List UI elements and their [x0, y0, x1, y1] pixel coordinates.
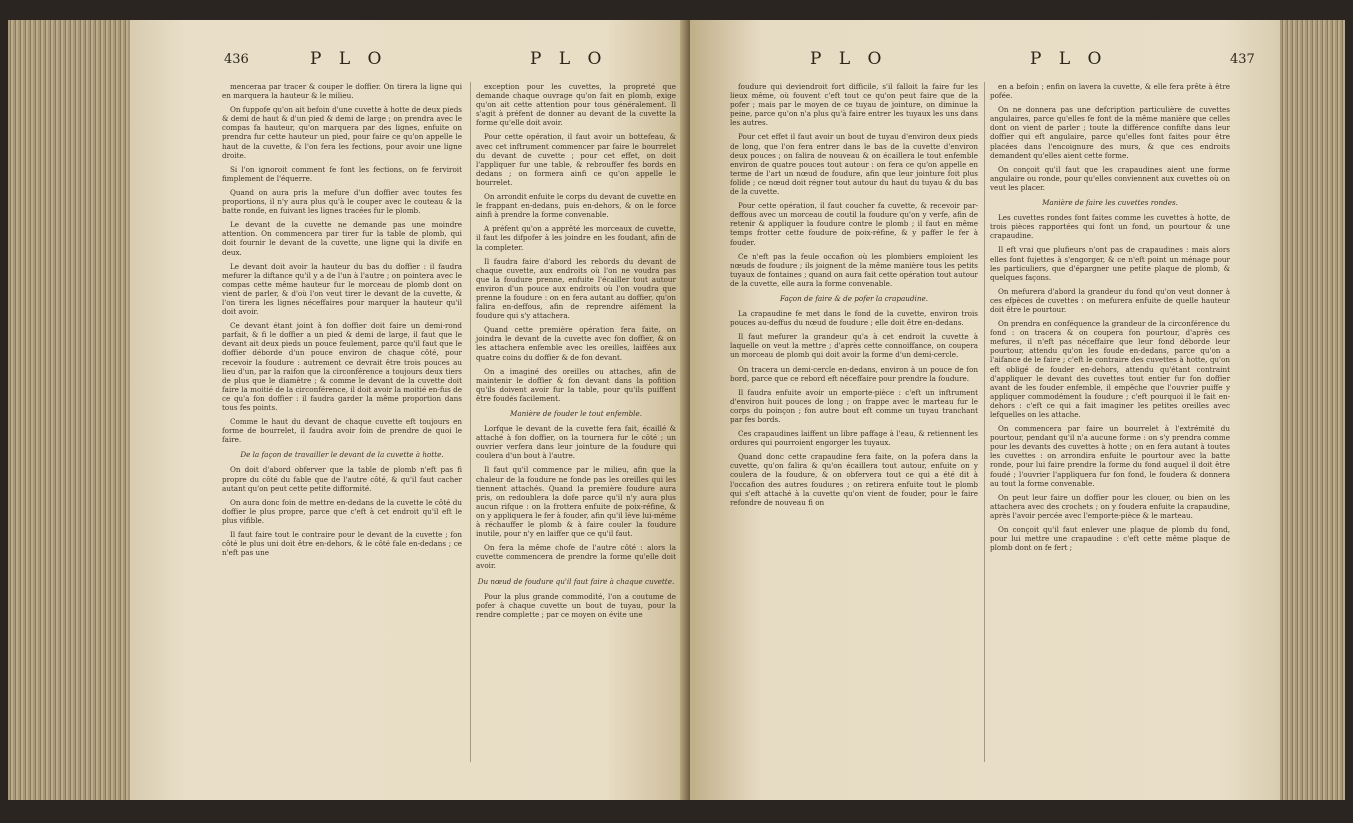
paragraph: Quand cette première opération fera faite, on joindra le devant de la cuvette avec fon doffier, & on les attachera enfemble avec les oreilles, laiffées aux quatre coins du doffier & de fon devant.	[476, 325, 676, 362]
paragraph: A préfent qu'on a apprêté les morceaux de cuvette, il faut les difpofer à les joindre en les foudant, afin de la completer.	[476, 224, 676, 252]
paragraph: On ne donnera pas une defcription particulière de cuvettes angulaires, parce qu'elles fe font de la même manière que celles dont on vient de parler ; toute la différence confifte dans leur doffier qui eft angulaire, parce qu'elles font faites pour être placées dans l'encoignure des murs, & que ces endroits demandent qu'elles aient cette forme.	[990, 105, 1230, 160]
paragraph: Lorfque le devant de la cuvette fera fait, écaillé & attaché à fon doffier, on la tournera fur le côté ; un ouvrier verfera dans leur jointure de la foudure qui coulera d'un bout à l'autre.	[476, 424, 676, 461]
paragraph: On commencera par faire un bourrelet à l'extrémité du pourtour, pendant qu'il n'a aucune forme : on s'y prendra comme pour les devants des cuvettes à hotte ; on en fera autant à toutes les cuvettes : on arrondira enfuite le pourtour avec la batte ronde, pour lui faire prendre la forme du fond auquel il doit être foudé ; l'ouvrier l'appliquera fur fon fond, le foudera & donnera au tout la forme convenable.	[990, 424, 1230, 488]
paragraph: Quand donc cette crapaudine fera faite, on la pofera dans la cuvette, qu'on falira & qu'on écaillera tout autour, enfuite on y coulera de la foudure, & on obfervera tout ce qui a été dit à l'occafion des autres foudures ; on retirera enfuite tout le plomb qui s'eft attaché à la cuvette qu'on vient de fouder, pour le faire refondre de nouveau fi on	[730, 452, 978, 507]
paragraph: On conçoit qu'il faut que les crapaudines aient une forme angulaire ou ronde, pour qu'elles conviennent aux cuvettes où on veut les placer.	[990, 164, 1230, 192]
right-column-2	[990, 82, 1230, 557]
paragraph: On fera la même chofe de l'autre côté : alors la cuvette commencera de prendre la forme qu'elle doit avoir.	[476, 543, 676, 571]
paragraph: Il faudra faire d'abord les rebords du devant de chaque cuvette, aux endroits où l'on ne voudra pas que la foudure prenne, enfuite l'écailler tout autour environ d'un pouce aux endroits où l'on voudra que prenne la foudure : on en fera autant au doffier, qu'on falira en-deffous, afin de reprendre aifément la foudure qui s'y attachera.	[476, 256, 676, 321]
paragraph: Pour cette opération, il faut avoir un bottefeau, & avec cet inftrument commencer par faire le bourrelet du devant de cuvette ; pour cet effet, on doit l'appliquer fur une table, & rebrouffer fes bords en dedans ; on formera ainfi ce qu'on appelle le bourrelet.	[476, 132, 676, 187]
left-page-header	[130, 49, 690, 82]
paragraph: en a befoin ; enfin on lavera la cuvette, & elle fera prête à être pofée.	[990, 82, 1230, 101]
paragraph: Il faut qu'il commence par le milieu, afin que la chaleur de la foudure ne fonde pas les oreilles qui les tiennent attachés. Quand la première foudure aura pris, on redoublera la dofe parce qu'il n'y aura plus aucun rifque : on la frottera enfuite de poix-réfine, & on y appliquera le fer à fouder, afin qu'il lève lui-même à réchauffer le plomb & à faire couler la foudure inutile, pour n'y en laiffer que ce qu'il faut.	[476, 465, 676, 539]
section-heading: Façon de faire & de pofer la crapaudine.	[780, 293, 928, 303]
paragraph: La crapaudine fe met dans le fond de la cuvette, environ trois pouces au-deffus du nœud de foudure ; elle doit être en-dedans.	[730, 309, 978, 328]
section-heading: De la façon de travailler le devant de la cuvette à hotte.	[240, 450, 444, 460]
paragraph: Les cuvettes rondes font faites comme les cuvettes à hotte, de trois pièces rapportées qui font un fond, un pourtour & une crapaudine.	[990, 213, 1230, 241]
section-heading: Du nœud de foudure qu'il faut faire à chaque cuvette.	[477, 576, 675, 586]
left-column-2	[476, 82, 676, 624]
paragraph: Il eft vrai que plufieurs n'ont pas de crapaudines : mais alors elles font fujettes à s'engorger, & ce n'eft point un ménage pour les particuliers, que d'épargner une petite plaque de plomb, & quelques façons.	[990, 245, 1230, 282]
paragraph: Ce devant étant joint à fon doffier doit faire un demi-rond parfait, & fi le doffier a un pied & demi de large, il faut que le devant ait deux pieds un pouce feulement, parce qu'il faut que le doffier déborde d'un pouce environ de chaque côté, pour recevoir la foudure : autrement ce devrait être trois pouces au lieu d'un, par la raifon que la circonférence a toujours deux tiers de plus que le diamètre ; & comme le devant de la cuvette doit faire la moitié de la circonférence, il doit avoir la moitié en-fus de ce qu'a fon doffier : il faudra garder la même proportion dans tous fes points.	[222, 321, 462, 412]
paragraph: On fuppofe qu'on ait befoin d'une cuvette à hotte de deux pieds & demi de haut & d'un pied & demi de large ; on prendra avec le compas fa hauteur, qu'on marquera par des lignes, enfuite on prendra fur cette hauteur un pied, pour faire ce qu'on appelle le haut de la cuvette, & l'on fera les fections, pour avoir une ligne droite.	[222, 105, 462, 160]
paragraph: Si l'on ignoroit comment fe font les fections, on fe ferviroit fimplement de l'équerre.	[222, 164, 462, 183]
paragraph: foudure qui deviendroit fort difficile, s'il falloit la faire fur les lieux même, où fouvent c'eft tout ce qu'on peut faire que de la pofer ; mais par le moyen de ce tuyau de jointure, on diminue la peine, parce qu'on n'a plus qu'à faire entrer les tuyaux les uns dans les autres.	[730, 82, 978, 128]
right-column-1	[730, 82, 978, 512]
left-page	[130, 20, 690, 800]
running-head: P L O	[310, 49, 388, 69]
paragraph: Ces crapaudines laiffent un libre paffage à l'eau, & retiennent les ordures qui pourroient engorger les tuyaux.	[730, 429, 978, 448]
paragraph: Il faut mefurer la grandeur qu'a à cet endroit la cuvette à laquelle on veut la mettre ; d'après cette connoiffance, on coupera un morceau de plomb qui doit avoir la forme d'un demi-cercle.	[730, 332, 978, 360]
right-page	[690, 20, 1280, 800]
page-number: 436	[224, 52, 249, 67]
paragraph: Ce n'eft pas la feule occafion où les plombiers emploient les nœuds de foudure ; ils joignent de la même manière tous les petits tuyaux de fontaines ; quand on aura fait cette opération tout autour de la cuvette, elle aura la forme convenable.	[730, 251, 978, 288]
page-number: 437	[1230, 52, 1255, 67]
paragraph: Le devant de la cuvette ne demande pas une moindre attention. On commencera par tirer fur la table de plomb, qui doit fournir le devant de la cuvette, une ligne qui la divife en deux.	[222, 220, 462, 257]
column-divider	[470, 82, 471, 762]
right-page-header	[690, 49, 1280, 82]
paragraph: Pour cette opération, il faut coucher fa cuvette, & recevoir par-deffous avec un morceau de coutil la foudure qu'on y verfe, afin de retenir & appliquer la foudure contre le plomb ; il faut en même temps frotter cette foudure de poix-réfine, & y paffer le fer à fouder.	[730, 201, 978, 247]
paragraph: Pour cet effet il faut avoir un bout de tuyau d'environ deux pieds de long, que l'on fera entrer dans le bas de la cuvette d'environ deux pouces ; on falira de nouveau & on écaillera le tout enfemble environ de quatre pouces tout autour : on fera ce qu'on appelle en terme de l'art un nœud de foudure, afin que leur jointure foit plus folide ; ce nœud doit régner tout autour du haut du tuyau & du bas de la cuvette.	[730, 132, 978, 197]
paragraph: On doit d'abord obferver que la table de plomb n'eft pas fi propre du côté du fable que de l'autre côté, & qu'il faut cacher autant qu'on peut cette petite difformité.	[222, 465, 462, 493]
paragraph: Quand on aura pris la mefure d'un doffier avec toutes fes proportions, il n'y aura plus qu'à le couper avec le couteau & la batte ronde, en fuivant les lignes tracées fur le plomb.	[222, 187, 462, 216]
paragraph: On arrondit enfuite le corps du devant de cuvette en le frappant en-dedans, puis en-dehors, & on le force ainfi à prendre la forme convenable.	[476, 192, 676, 220]
paragraph: On mefurera d'abord la grandeur du fond qu'on veut donner à ces efpèces de cuvettes : on mefurera enfuite de quelle hauteur doit être le pourtour.	[990, 286, 1230, 314]
paragraph: Il faut faire tout le contraire pour le devant de la cuvette ; fon côté le plus uni doit être en-dehors, & le côté fale en-dedans ; ce n'eft pas une	[222, 530, 462, 558]
paragraph: menceraa par tracer & couper le doffier. On tirera la ligne qui en marquera la hauteur & le milieu.	[222, 82, 462, 101]
running-head: P L O	[810, 49, 888, 69]
left-column-1	[222, 82, 462, 562]
section-heading: Manière de fouder le tout enfemble.	[509, 409, 643, 418]
paragraph: Il faudra enfuite avoir un emporte-pièce : c'eft un inftrument d'environ huit pouces de long ; on frappe avec le marteau fur le corps du poinçon ; fon autre bout eft comme un tuyau tranchant par fes bords.	[730, 387, 978, 424]
paragraph: On a imaginé des oreilles ou attaches, afin de maintenir le doffier & fon devant dans la pofition qu'ils doivent avoir fur la table, pour qu'ils puiffent être foudés facilement.	[476, 366, 676, 403]
column-divider	[984, 82, 985, 762]
section-heading: Manière de faire les cuvettes rondes.	[1042, 198, 1178, 208]
paragraph: On peut leur faire un doffier pour les clouer, ou bien on les attachera avec des crochets ; on y foudera enfuite la crapaudine, après l'avoir percée avec l'emporte-pièce & le marteau.	[990, 492, 1230, 520]
page-edges-right	[1275, 20, 1345, 800]
paragraph: Le devant doit avoir la hauteur du bas du doffier : il faudra mefurer la diftance qu'il y a de l'un à l'autre ; on pointera avec le compas cette même hauteur fur le morceau de plomb dont on vient de parler, & d'où l'on veut tirer le devant de la cuvette, & l'on tirera les lignes néceffaires pour marquer la hauteur qu'il doit avoir.	[222, 261, 462, 317]
running-head: P L O	[1030, 49, 1108, 69]
running-head: P L O	[530, 49, 608, 69]
paragraph: On tracera un demi-cercle en-dedans, environ à un pouce de fon bord, parce que ce rebord eft néceffaire pour prendre la foudure.	[730, 364, 978, 383]
paragraph: Pour la plus grande commodité, l'on a coutume de pofer à chaque cuvette un bout de tuyau, pour la rendre complette ; par ce moyen on évite une	[476, 591, 676, 619]
paragraph: exception pour les cuvettes, la propreté que demande chaque ouvrage qu'on fait en plomb, exige qu'on ait cette attention pour tous généralement. Il s'agit à préfent de donner au devant de la cuvette la forme qu'elle doit avoir.	[476, 82, 676, 128]
paragraph: On conçoit qu'il faut enlever une plaque de plomb du fond, pour lui mettre une crapaudine : c'eft cette même plaque de plomb dont on fe fert ;	[990, 525, 1230, 553]
paragraph: Comme le haut du devant de chaque cuvette eft toujours en forme de bourrelet, il faudra avoir foin de prendre de quoi le faire.	[222, 417, 462, 445]
paragraph: On prendra en conféquence la grandeur de la circonférence du fond : on tracera & on coupera fon pourtour, d'après ces mefures, il n'eft pas néceffaire que leur fond déborde leur pourtour, attendu qu'on les foude en-dedans, parce qu'on a l'aifance de le faire ; c'eft le contraire des cuvettes à hotte, qu'on eft obligé de fouder en-dehors, attendu qu'étant contraint d'appliquer le devant des cuvettes tout entier fur fon doffier avant de les fouder enfemble, il empêche que l'ouvrier puiffe y appliquer commodément la foudure ; c'eft pourquoi il le fait en-dehors : c'eft ce qui a fait imaginer les petites oreilles avec lefquelles on les attache.	[990, 319, 1230, 419]
paragraph: On aura donc foin de mettre en-dedans de la cuvette le côté du doffier le plus propre, parce que c'eft à cet endroit qu'il eft le plus vifible.	[222, 497, 462, 525]
